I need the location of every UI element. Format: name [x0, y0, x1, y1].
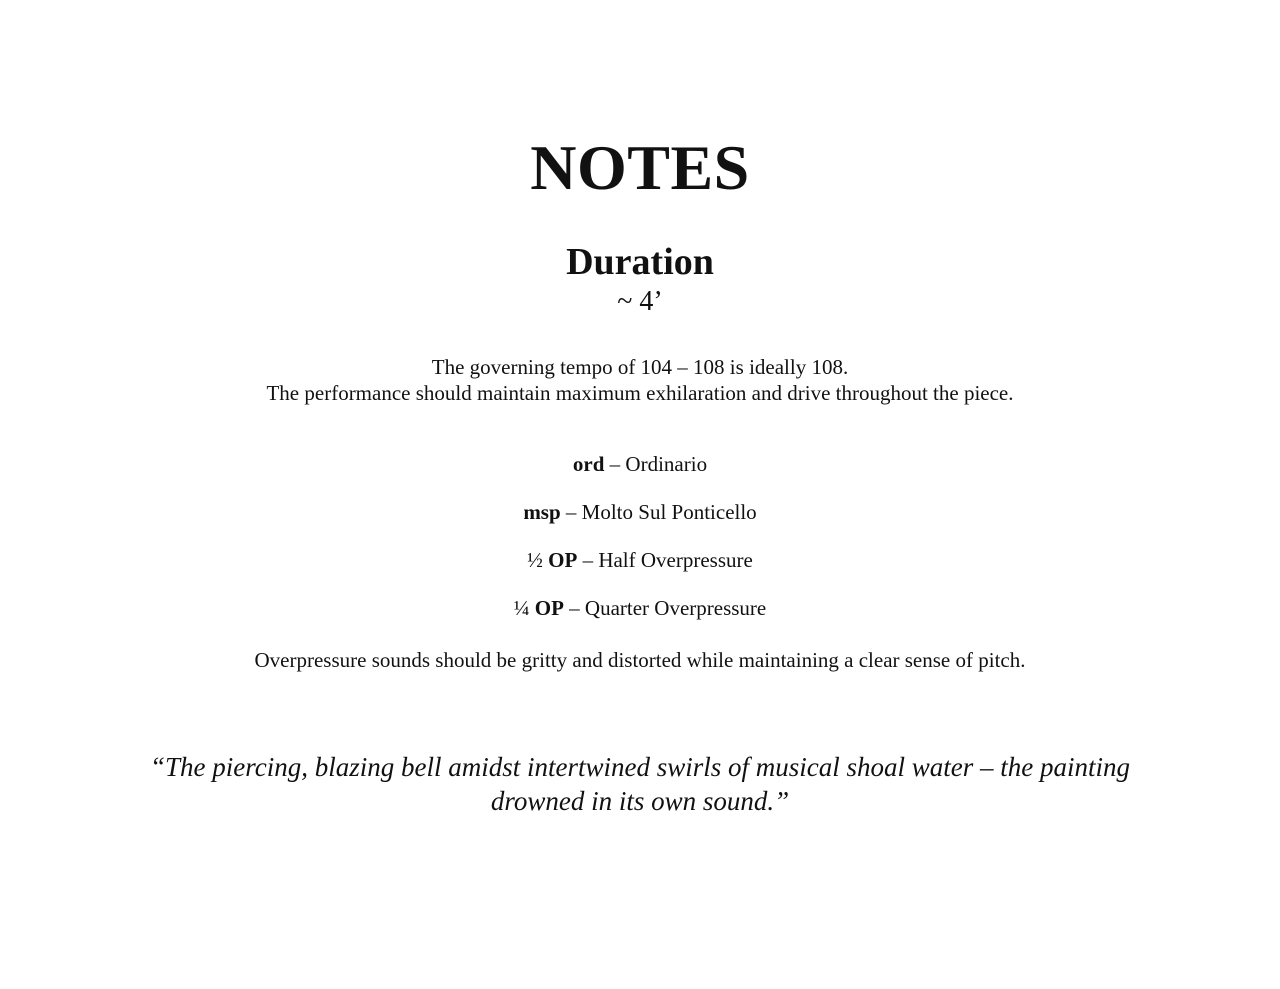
term-separator: – — [604, 452, 626, 476]
term-separator: – — [560, 500, 582, 524]
term-fraction: ¼ — [513, 596, 535, 620]
page-title: NOTES — [530, 132, 750, 203]
term-quarter-op — [0, 594, 1280, 622]
overpressure-note: Overpressure sounds should be gritty and distorted while maintaining a clear sense of pitch. — [254, 648, 1026, 672]
performance-line: The performance should maintain maximum exhilaration and drive throughout the piece. — [266, 381, 1014, 405]
term-separator: – — [577, 548, 599, 572]
tempo-line: The governing tempo of 104 – 108 is ideally 108. — [431, 355, 849, 379]
term-abbreviation: ord — [572, 452, 605, 476]
epigraph-quote: “The piercing, blazing bell amidst intertwined swirls of musical shoal water – the painting drowned in its own sound.” — [149, 752, 1130, 816]
duration-value: ~ 4’ — [617, 286, 663, 317]
term-meaning: Molto Sul Ponticello — [581, 500, 757, 524]
term-ord — [0, 450, 1280, 478]
term-abbreviation: OP — [534, 596, 564, 620]
term-msp — [0, 498, 1280, 526]
term-fraction: ½ — [527, 548, 549, 572]
duration-heading: Duration — [566, 241, 714, 283]
term-meaning: Quarter Overpressure — [584, 596, 767, 620]
term-meaning: Ordinario — [625, 452, 708, 476]
tempo-paragraph — [0, 354, 1280, 406]
term-separator: – — [563, 596, 585, 620]
term-half-op — [0, 546, 1280, 574]
term-abbreviation: msp — [523, 500, 561, 524]
term-meaning: Half Overpressure — [598, 548, 753, 572]
term-abbreviation: OP — [548, 548, 578, 572]
